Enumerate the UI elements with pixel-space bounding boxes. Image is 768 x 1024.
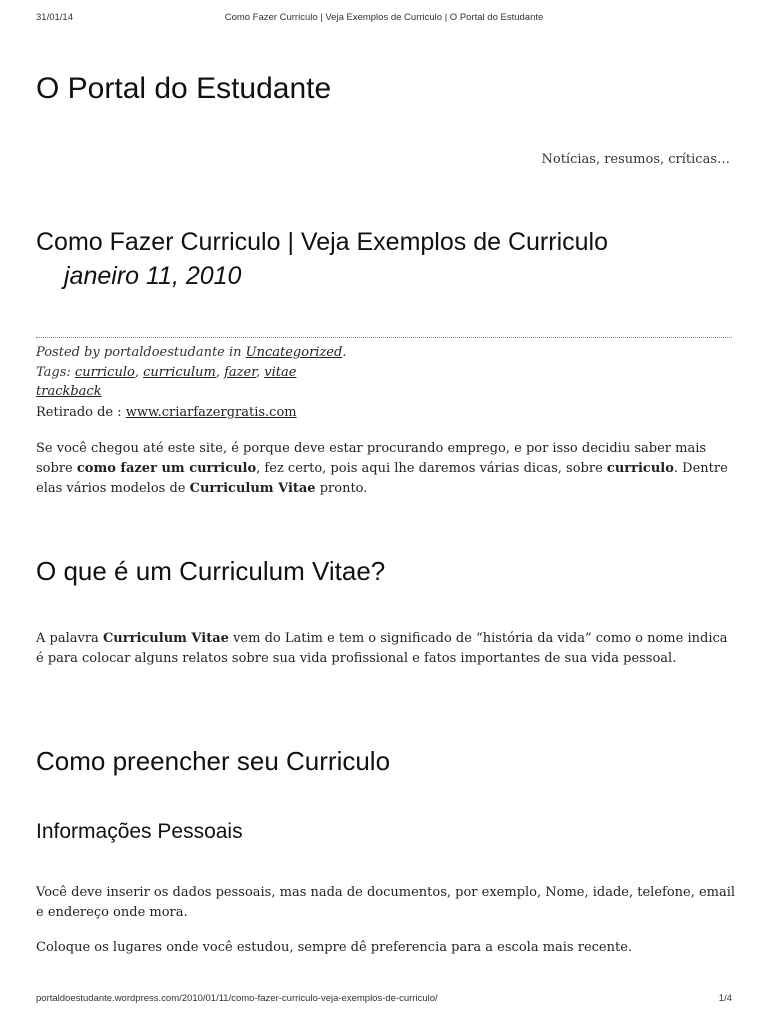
intro-paragraph	[36, 439, 736, 499]
section-heading-what-is-cv: O que é um Curriculum Vitae?	[36, 556, 386, 586]
post-date: janeiro 11, 2010	[64, 262, 242, 290]
posted-by-line	[36, 343, 736, 363]
post-meta	[36, 343, 736, 402]
divider	[36, 337, 732, 338]
intro-bold-2: curriculo	[606, 461, 674, 476]
personal-info-paragraph: Você deve inserir os dados pessoais, mas nada de documentos, por exemplo, Nome, idade, telefone, email e endereço onde mora.	[36, 885, 736, 920]
site-tagline: Notícias, resumos, críticas…	[541, 152, 730, 167]
print-header	[36, 12, 732, 23]
category-link[interactable]: Uncategorized	[245, 345, 343, 360]
site-title[interactable]: O Portal do Estudante	[36, 72, 332, 105]
print-footer	[36, 993, 732, 1004]
subheading-personal-info: Informações Pessoais	[36, 820, 243, 843]
tag-link-curriculo[interactable]: curriculo	[74, 364, 135, 380]
source-label: Retirado de :	[36, 405, 126, 420]
tag-link-curriculum[interactable]: curriculum	[143, 364, 216, 380]
section1-paragraph	[36, 629, 736, 669]
posted-by-text: Posted by portaldoestudante in	[36, 345, 246, 360]
source-line	[36, 403, 736, 423]
tags-label: Tags:	[36, 364, 75, 380]
intro-bold-3: Curriculum Vitae	[189, 481, 316, 496]
post-title[interactable]: Como Fazer Curriculo | Veja Exemplos de Curriculo	[36, 228, 608, 256]
intro-bold-1: como fazer um curriculo	[76, 461, 257, 476]
intro-text-4: pronto.	[315, 481, 368, 496]
print-date: 31/01/14	[36, 12, 73, 23]
intro-text-1: Se você chegou até este site, é porque deve estar procurando emprego, e por isso decidiu saber mais sobre	[36, 441, 707, 476]
category-suffix: .	[342, 345, 347, 360]
print-page-number: 1/4	[718, 993, 732, 1004]
print-page-title: Como Fazer Curriculo | Veja Exemplos de Curriculo | O Portal do Estudante	[224, 12, 544, 23]
tag-link-vitae[interactable]: vitae	[264, 364, 297, 380]
section1-text-1: A palavra	[36, 631, 103, 646]
trackback-link[interactable]: trackback	[36, 384, 102, 399]
tag-link-fazer[interactable]: fazer	[224, 364, 256, 380]
tags-line: Tags: curriculo, curriculum, fazer, vitae	[36, 364, 297, 380]
intro-text-2: , fez certo, pois aqui lhe daremos várias dicas, sobre	[256, 461, 607, 476]
section-heading-fill-cv: Como preencher seu Curriculo	[36, 746, 391, 776]
source-link[interactable]: www.criarfazergratis.com	[125, 405, 297, 420]
section1-bold: Curriculum Vitae	[102, 631, 229, 646]
section1-text-2: vem do Latim e tem o significado de “história da vida” como o nome indica é para colocar alguns relatos sobre sua vida profissional e fatos importantes de sua vida pessoal.	[36, 631, 728, 666]
schools-paragraph: Coloque os lugares onde você estudou, sempre dê preferencia para a escola mais recente.	[36, 940, 633, 955]
print-url: portaldoestudante.wordpress.com/2010/01/11/como-fazer-curriculo-veja-exemplos-de-curriculo/	[36, 993, 438, 1004]
trackback-line	[36, 382, 736, 402]
intro-text-3: . Dentre elas vários modelos de	[36, 461, 728, 496]
